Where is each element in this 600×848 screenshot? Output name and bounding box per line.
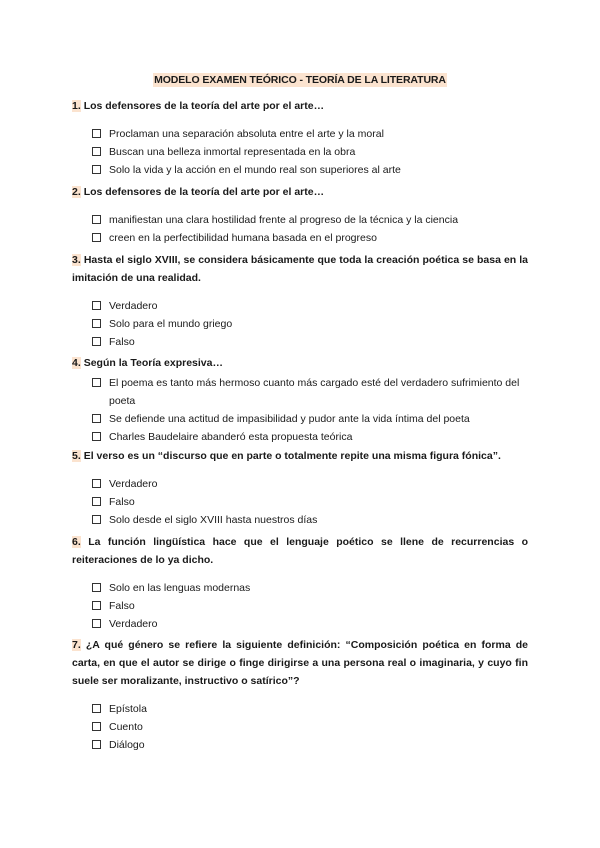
options-list xyxy=(72,125,528,179)
question-number: 3. xyxy=(72,254,81,266)
question-text: 6. La función lingüística hace que el lenguaje poético se llene de recurrencias o reiteraciones de lo ya dicho. xyxy=(72,536,528,566)
question-text: 3. Hasta el siglo XVIII, se considera básicamente que toda la creación poética se basa en la imitación de una realidad. xyxy=(72,254,528,284)
question-number: 6. xyxy=(72,536,81,548)
options-list xyxy=(72,700,528,754)
question-number: 1. xyxy=(72,100,81,112)
question-number: 4. xyxy=(72,357,81,369)
option-item[interactable]: Falso xyxy=(72,597,528,615)
checkbox[interactable] xyxy=(92,414,101,423)
question-2 xyxy=(72,183,528,247)
option-item[interactable]: manifiestan una clara hostilidad frente al progreso de la técnica y la ciencia xyxy=(72,211,528,229)
checkbox[interactable] xyxy=(92,337,101,346)
checkbox[interactable] xyxy=(92,704,101,713)
checkbox[interactable] xyxy=(92,601,101,610)
options-list xyxy=(72,211,528,247)
checkbox[interactable] xyxy=(92,722,101,731)
checkbox[interactable] xyxy=(92,583,101,592)
option-item[interactable]: Proclaman una separación absoluta entre el arte y la moral xyxy=(72,125,528,143)
option-item[interactable]: Cuento xyxy=(72,718,528,736)
checkbox[interactable] xyxy=(92,515,101,524)
option-item[interactable]: Solo la vida y la acción en el mundo real son superiores al arte xyxy=(72,161,528,179)
page-title: MODELO EXAMEN TEÓRICO - TEORÍA DE LA LITERATURA xyxy=(154,74,446,86)
question-text: 2. Los defensores de la teoría del arte por el arte… xyxy=(72,186,325,198)
option-item[interactable]: Diálogo xyxy=(72,736,528,754)
checkbox[interactable] xyxy=(92,319,101,328)
checkbox[interactable] xyxy=(92,233,101,242)
options-list xyxy=(72,297,528,351)
option-item[interactable]: El poema es tanto más hermoso cuanto más cargado esté del verdadero sufrimiento del poeta xyxy=(72,374,528,410)
checkbox[interactable] xyxy=(92,129,101,138)
question-4 xyxy=(72,354,528,446)
question-number: 2. xyxy=(72,186,81,198)
option-item[interactable]: Solo en las lenguas modernas xyxy=(72,579,528,597)
option-item[interactable]: Falso xyxy=(72,333,528,351)
options-list xyxy=(72,579,528,633)
option-item[interactable]: Epístola xyxy=(72,700,528,718)
option-item[interactable]: Solo desde el siglo XVIII hasta nuestros días xyxy=(72,511,528,529)
checkbox[interactable] xyxy=(92,301,101,310)
option-item[interactable]: Verdadero xyxy=(72,297,528,315)
question-3 xyxy=(72,251,528,351)
checkbox[interactable] xyxy=(92,378,101,387)
question-text: 1. Los defensores de la teoría del arte por el arte… xyxy=(72,100,325,112)
option-item[interactable]: Buscan una belleza inmortal representada en la obra xyxy=(72,143,528,161)
question-text: 5. El verso es un “discurso que en parte o totalmente repite una misma figura fónica”. xyxy=(72,450,501,462)
checkbox[interactable] xyxy=(92,497,101,506)
checkbox[interactable] xyxy=(92,619,101,628)
question-text: 4. Según la Teoría expresiva… xyxy=(72,357,223,369)
checkbox[interactable] xyxy=(92,479,101,488)
options-list xyxy=(72,374,528,446)
options-list xyxy=(72,475,528,529)
checkbox[interactable] xyxy=(92,147,101,156)
question-5 xyxy=(72,447,528,529)
question-6 xyxy=(72,533,528,633)
question-7 xyxy=(72,636,528,754)
option-item[interactable]: Verdadero xyxy=(72,475,528,493)
checkbox[interactable] xyxy=(92,740,101,749)
question-number: 7. xyxy=(72,639,81,651)
option-item[interactable]: Falso xyxy=(72,493,528,511)
option-item[interactable]: creen en la perfectibilidad humana basada en el progreso xyxy=(72,229,528,247)
option-item[interactable]: Charles Baudelaire abanderó esta propuesta teórica xyxy=(72,428,528,446)
question-number: 5. xyxy=(72,450,81,462)
checkbox[interactable] xyxy=(92,165,101,174)
checkbox[interactable] xyxy=(92,432,101,441)
option-item[interactable]: Verdadero xyxy=(72,615,528,633)
question-text: 7. ¿A qué género se refiere la siguiente definición: “Composición poética en forma de carta, en que el autor se dirige o finge dirigirse a una persona real o imaginaria, y cuyo fin suele ser moralizante, instructivo o satírico”? xyxy=(72,639,528,687)
option-item[interactable]: Solo para el mundo griego xyxy=(72,315,528,333)
checkbox[interactable] xyxy=(92,215,101,224)
option-item[interactable]: Se defiende una actitud de impasibilidad y pudor ante la vida íntima del poeta xyxy=(72,410,528,428)
question-1 xyxy=(72,97,528,179)
